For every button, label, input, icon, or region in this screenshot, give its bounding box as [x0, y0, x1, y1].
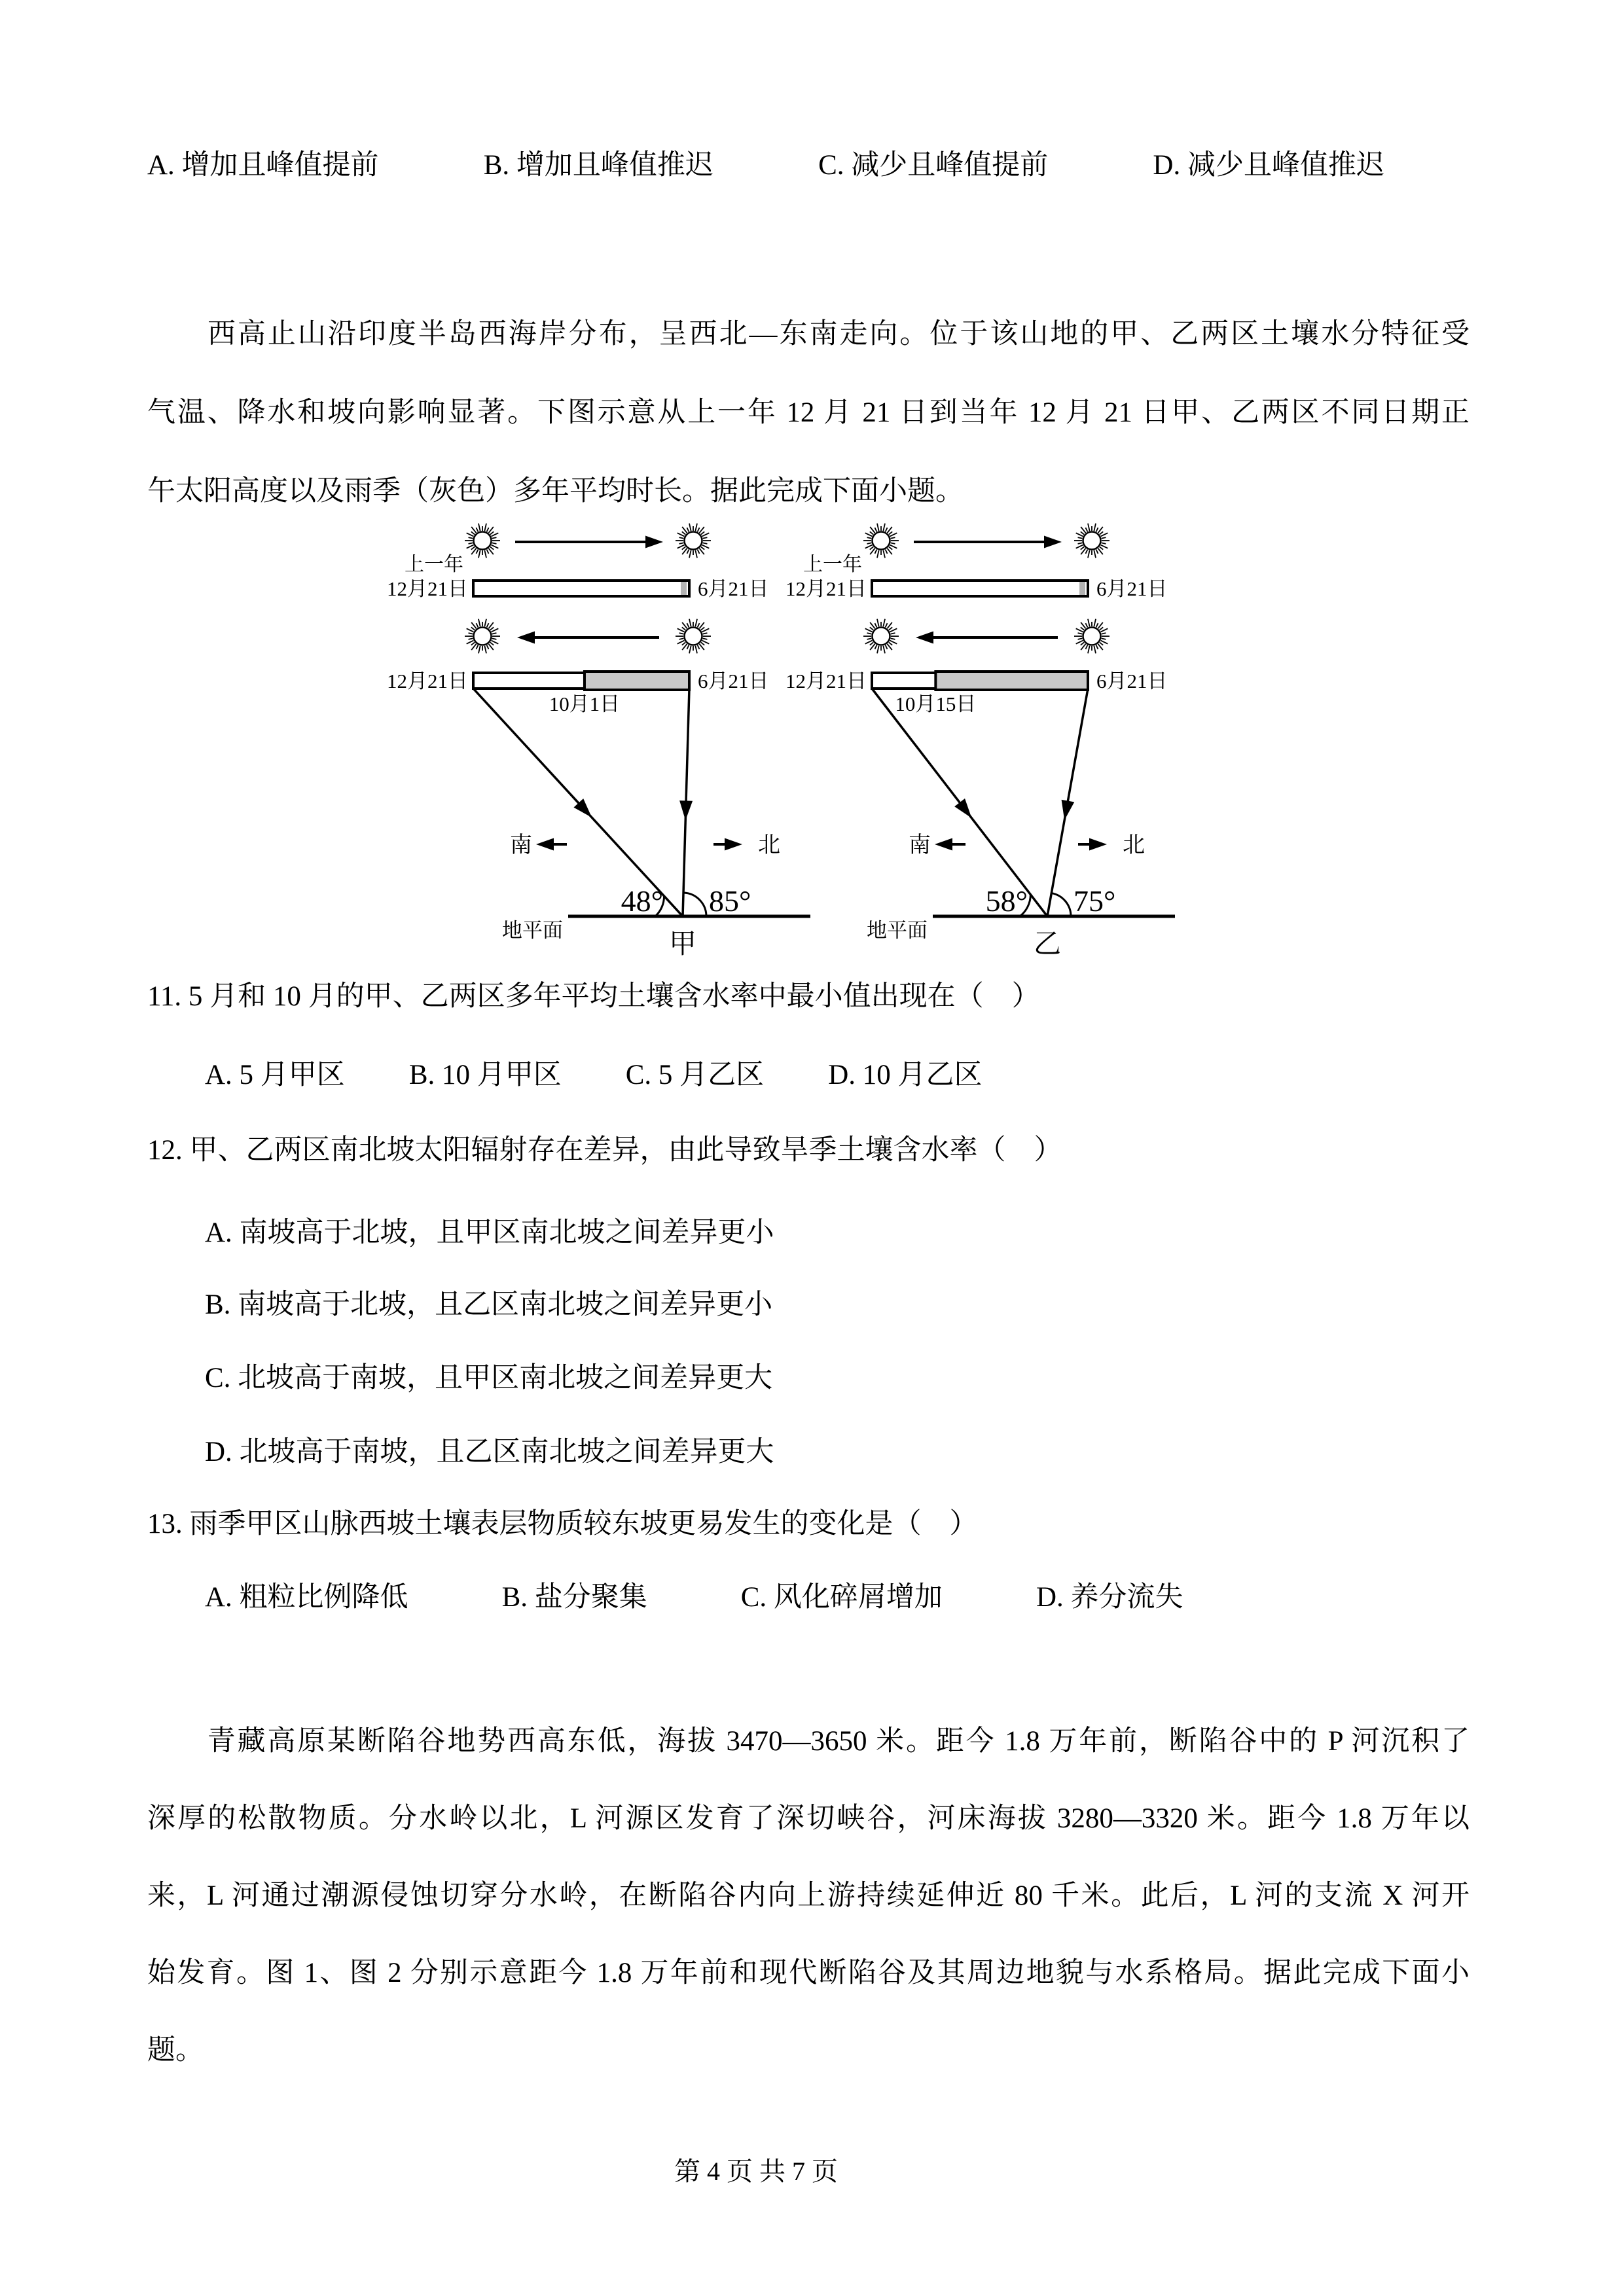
north-angle-arc [1051, 893, 1071, 916]
bar1-end-date: 6月21日 [1096, 577, 1168, 600]
rainy-start-date: 10月1日 [549, 692, 621, 715]
horizon-label: 地平面 [502, 919, 563, 942]
prev-option-c: C. 减少且峰值提前 [818, 150, 1049, 181]
north-sun-ray [679, 689, 693, 916]
figure-panel-甲 [387, 524, 810, 960]
north-angle-value: 85° [709, 884, 751, 918]
passage1-line: 气温、降水和坡向影响显著。下图示意从上一年 12 月 21 日到当年 12 月 21 日甲、乙两区不同日期正 [147, 397, 1470, 428]
arrow-right-icon [515, 536, 663, 548]
q13-option-c: C. 风化碎屑增加 [740, 1582, 943, 1613]
sun-icon [863, 619, 899, 654]
south-angle-value: 58° [985, 884, 1028, 918]
prev-year-label: 上一年 [803, 554, 862, 575]
arrow-right-icon [914, 536, 1062, 548]
bar2-start-date: 12月21日 [785, 670, 867, 692]
south-direction-label: 南 [510, 833, 532, 857]
prev-option-b: B. 增加且峰值推迟 [483, 150, 713, 181]
north-direction-label: 北 [758, 833, 780, 857]
rainy-sliver [1079, 582, 1085, 595]
sun-icon [465, 619, 500, 654]
passage2-line: 青藏高原某断陷谷地势西高东低，海拔 3470—3650 米。距今 1.8 万年前，断陷谷中的 P 河沉积了 [147, 1726, 1470, 1757]
passage2-line: 始发育。图 1、图 2 分别示意距今 1.8 万年前和现代断陷谷及其周边地貌与水系格局。据此完成下面小 [147, 1958, 1470, 1988]
q13-option-a: A. 粗粒比例降低 [205, 1582, 408, 1613]
bar2-end-date: 6月21日 [1096, 670, 1168, 692]
sun-icon [1074, 524, 1110, 558]
q11-option-d: D. 10 月乙区 [828, 1060, 983, 1090]
rainy-start-date: 10月15日 [895, 692, 977, 715]
q12-option-d: D. 北坡高于南坡，且乙区南北坡之间差异更大 [205, 1437, 774, 1467]
arrow-left-icon [517, 632, 659, 644]
q13-option-b: B. 盐分聚集 [501, 1582, 647, 1613]
q13-option-d: D. 养分流失 [1036, 1582, 1183, 1613]
sun-icon [863, 524, 899, 558]
passage1-line: 午太阳高度以及雨季（灰色）多年平均时长。据此完成下面小题。 [147, 476, 964, 507]
region-label: 甲 [668, 929, 697, 960]
passage1-line: 西高止山沿印度半岛西海岸分布，呈西北—东南走向。位于该山地的甲、乙两区土壤水分特征受 [147, 319, 1470, 350]
south-sun-ray [872, 689, 1047, 916]
q11-option-b: B. 10 月甲区 [408, 1060, 562, 1090]
question-11: 11. 5 月和 10 月的甲、乙两区多年平均土壤含水率中最小值出现在（ ） [147, 981, 1040, 1012]
rainy-sliver [681, 582, 687, 595]
q11-option-a: A. 5 月甲区 [205, 1060, 345, 1090]
north-direction-label: 北 [1123, 833, 1145, 857]
arrow-left-icon [916, 632, 1058, 644]
bar2-start-date: 12月21日 [387, 670, 468, 692]
south-sun-ray [473, 689, 683, 916]
north-angle-arc [683, 893, 706, 916]
sun-icon [1074, 619, 1110, 654]
question-13: 13. 雨季甲区山脉西坡土壤表层物质较东坡更易发生的变化是（ ） [147, 1509, 978, 1539]
south-angle-value: 48° [621, 884, 663, 918]
question-13-options [205, 1579, 1183, 1616]
prev-option-d: D. 减少且峰值推迟 [1153, 150, 1384, 181]
bar1-end-date: 6月21日 [698, 577, 769, 600]
rainy-season-bar [585, 672, 689, 690]
passage2-line: 深厚的松散物质。分水岭以北，L 河源区发育了深切峡谷，河床海拔 3280—3320 米。距今 1.8 万年以 [147, 1803, 1470, 1834]
north-angle-value: 75° [1074, 884, 1116, 918]
arrow-left-icon [935, 838, 965, 851]
sun-icon [465, 524, 500, 558]
passage2-line: 题。 [147, 2035, 204, 2066]
q12-option-b: B. 南坡高于北坡，且乙区南北坡之间差异更小 [205, 1289, 773, 1320]
timeline-bar-1 [872, 581, 1088, 596]
timeline-bar-1 [473, 581, 689, 596]
rainy-season-bar [935, 672, 1088, 690]
sun-icon [676, 524, 711, 558]
page-footer: 第 4 页 共 7 页 [674, 2157, 838, 2186]
south-direction-label: 南 [909, 833, 931, 857]
q12-option-a: A. 南坡高于北坡，且甲区南北坡之间差异更小 [205, 1217, 774, 1248]
bar2-end-date: 6月21日 [698, 670, 769, 692]
q11-option-c: C. 5 月乙区 [625, 1060, 765, 1090]
figure-panel-乙 [785, 524, 1175, 960]
bar1-start-date: 12月21日 [387, 577, 468, 600]
prev-option-a: A. 增加且峰值提前 [147, 150, 379, 181]
passage2-line: 来，L 河通过潮源侵蚀切穿分水岭，在断陷谷内向上游持续延伸近 80 千米。此后，L 河的支流 X 河开 [147, 1880, 1470, 1911]
horizon-label: 地平面 [867, 919, 928, 942]
arrow-left-icon [536, 838, 567, 851]
region-label: 乙 [1033, 929, 1062, 960]
north-sun-ray [1047, 689, 1088, 916]
q12-option-c: C. 北坡高于南坡，且甲区南北坡之间差异更大 [205, 1363, 773, 1393]
arrow-right-icon [1078, 838, 1107, 851]
sun-icon [676, 619, 711, 654]
question-11-options [205, 1057, 983, 1094]
question-12: 12. 甲、乙两区南北坡太阳辐射存在差异，由此导致旱季土壤含水率（ ） [147, 1135, 1062, 1166]
prev-year-label: 上一年 [405, 554, 463, 575]
bar1-start-date: 12月21日 [785, 577, 867, 600]
arrow-right-icon [713, 838, 742, 851]
